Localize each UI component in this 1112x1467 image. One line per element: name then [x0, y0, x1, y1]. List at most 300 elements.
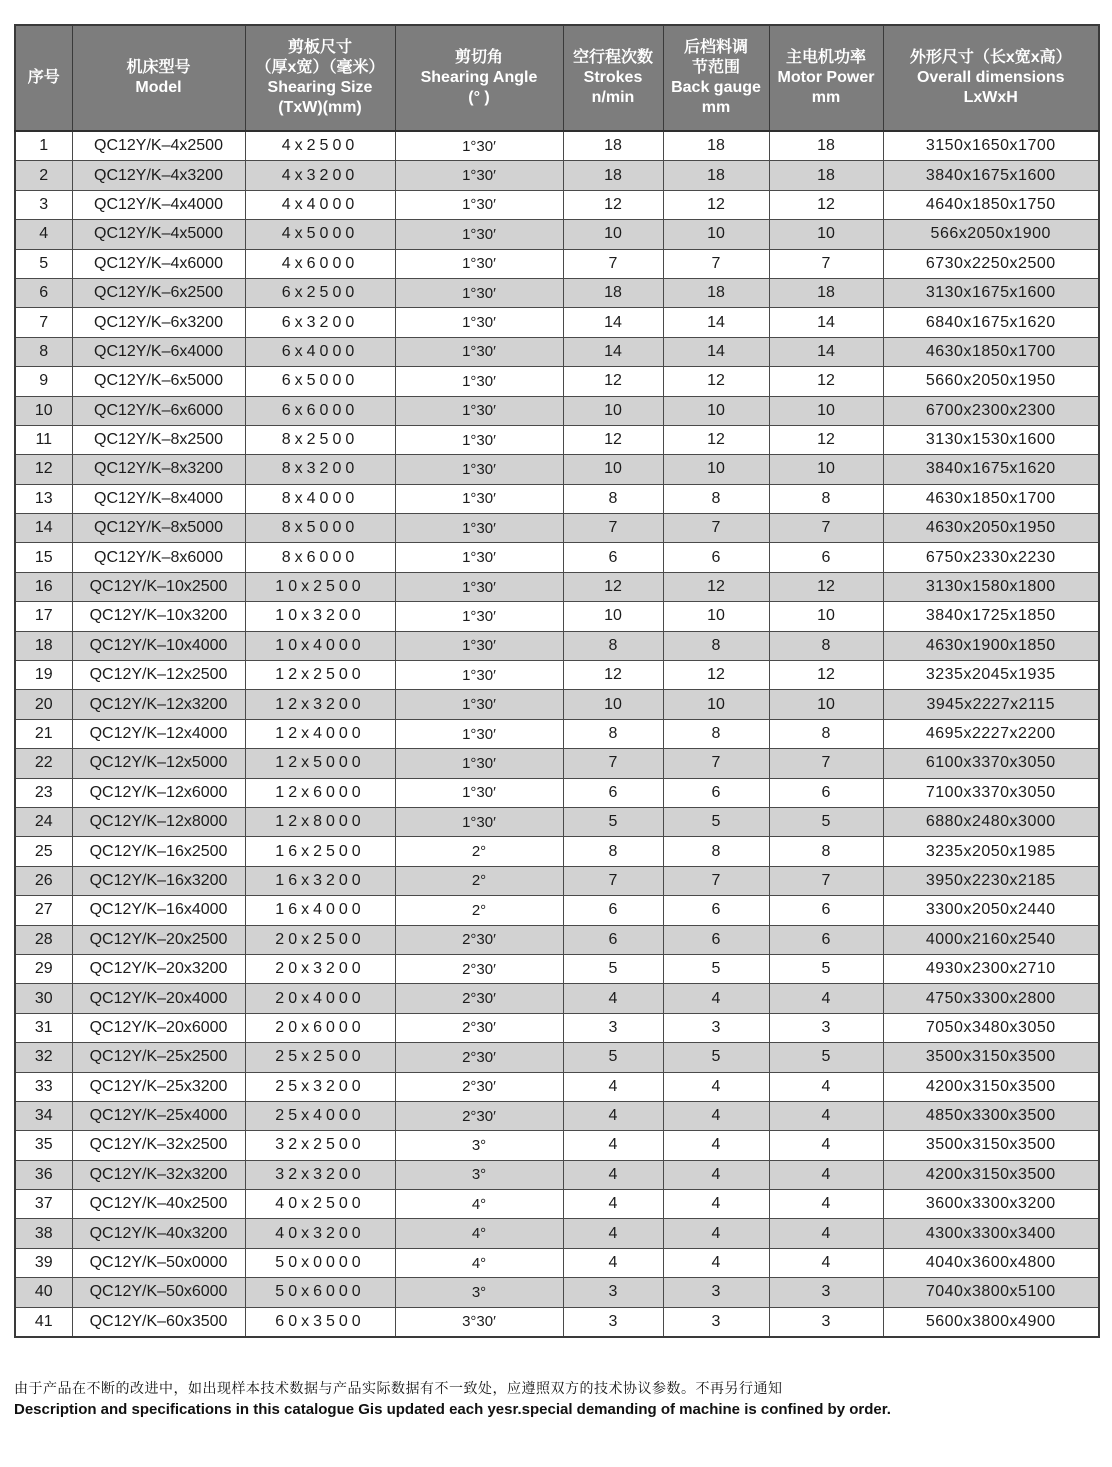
col-header-back-gauge: [663, 25, 769, 131]
size-cell: 4x5000: [245, 220, 395, 249]
model-cell: QC12Y/K–20x3200: [72, 954, 245, 983]
index-cell: 9: [15, 367, 72, 396]
motor-power-cell: 6: [769, 778, 883, 807]
motor-power-cell: 12: [769, 661, 883, 690]
angle-cell: 2°30′: [395, 984, 563, 1013]
header-line: 剪板尺寸: [287, 39, 352, 56]
dimensions-cell: 6100x3370x3050: [883, 749, 1099, 778]
dimensions-cell: 3235x2045x1935: [883, 661, 1099, 690]
motor-power-cell: 5: [769, 807, 883, 836]
index-cell: 34: [15, 1101, 72, 1130]
size-cell: 40x3200: [245, 1219, 395, 1248]
size-cell: 4x6000: [245, 249, 395, 278]
dimensions-cell: 4000x2160x2540: [883, 925, 1099, 954]
index-cell: 38: [15, 1219, 72, 1248]
dimensions-cell: 3300x2050x2440: [883, 896, 1099, 925]
motor-power-cell: 4: [769, 1190, 883, 1219]
index-cell: 14: [15, 514, 72, 543]
dimensions-cell: 6730x2250x2500: [883, 249, 1099, 278]
table-row: [15, 190, 1099, 219]
strokes-cell: 8: [563, 837, 663, 866]
table-row: [15, 1160, 1099, 1189]
dimensions-cell: 3130x1530x1600: [883, 425, 1099, 454]
table-row: [15, 161, 1099, 190]
angle-cell: 2°: [395, 896, 563, 925]
dimensions-cell: 4630x2050x1950: [883, 514, 1099, 543]
index-cell: 35: [15, 1131, 72, 1160]
index-cell: 33: [15, 1072, 72, 1101]
model-cell: QC12Y/K–25x4000: [72, 1101, 245, 1130]
angle-cell: 1°30′: [395, 161, 563, 190]
dimensions-cell: 3840x1725x1850: [883, 602, 1099, 631]
back-gauge-cell: 4: [663, 1160, 769, 1189]
model-cell: QC12Y/K–6x2500: [72, 278, 245, 307]
header-line: Overall dimensions: [916, 69, 1065, 86]
back-gauge-cell: 5: [663, 954, 769, 983]
table-row: [15, 455, 1099, 484]
angle-cell: 4°: [395, 1190, 563, 1219]
header-line: mm: [701, 99, 731, 116]
index-cell: 15: [15, 543, 72, 572]
back-gauge-cell: 4: [663, 1190, 769, 1219]
motor-power-cell: 10: [769, 455, 883, 484]
motor-power-cell: 14: [769, 308, 883, 337]
index-cell: 4: [15, 220, 72, 249]
strokes-cell: 5: [563, 954, 663, 983]
header-line: Motor Power: [777, 69, 875, 86]
size-cell: 12x5000: [245, 749, 395, 778]
strokes-cell: 12: [563, 190, 663, 219]
model-cell: QC12Y/K–50x6000: [72, 1278, 245, 1307]
back-gauge-cell: 10: [663, 396, 769, 425]
index-cell: 23: [15, 778, 72, 807]
index-cell: 39: [15, 1248, 72, 1277]
index-cell: 24: [15, 807, 72, 836]
size-cell: 20x3200: [245, 954, 395, 983]
index-cell: 1: [15, 131, 72, 161]
angle-cell: 1°30′: [395, 396, 563, 425]
motor-power-cell: 14: [769, 337, 883, 366]
angle-cell: 1°30′: [395, 543, 563, 572]
motor-power-cell: 5: [769, 1043, 883, 1072]
angle-cell: 2°30′: [395, 1043, 563, 1072]
dimensions-cell: 3500x3150x3500: [883, 1131, 1099, 1160]
size-cell: 6x5000: [245, 367, 395, 396]
angle-cell: 1°30′: [395, 631, 563, 660]
angle-cell: 1°30′: [395, 455, 563, 484]
col-header-index: [15, 25, 72, 131]
table-row: [15, 308, 1099, 337]
angle-cell: 3°30′: [395, 1307, 563, 1337]
index-cell: 22: [15, 749, 72, 778]
angle-cell: 1°30′: [395, 367, 563, 396]
angle-cell: 1°30′: [395, 425, 563, 454]
back-gauge-cell: 4: [663, 1131, 769, 1160]
size-cell: 60x3500: [245, 1307, 395, 1337]
model-cell: QC12Y/K–40x2500: [72, 1190, 245, 1219]
angle-cell: 1°30′: [395, 719, 563, 748]
dimensions-cell: 6700x2300x2300: [883, 396, 1099, 425]
strokes-cell: 8: [563, 719, 663, 748]
model-cell: QC12Y/K–8x2500: [72, 425, 245, 454]
strokes-cell: 7: [563, 866, 663, 895]
col-header-model: [72, 25, 245, 131]
motor-power-cell: 8: [769, 837, 883, 866]
back-gauge-cell: 10: [663, 455, 769, 484]
size-cell: 8x4000: [245, 484, 395, 513]
motor-power-cell: 8: [769, 631, 883, 660]
dimensions-cell: 4695x2227x2200: [883, 719, 1099, 748]
motor-power-cell: 4: [769, 1072, 883, 1101]
strokes-cell: 12: [563, 425, 663, 454]
table-row: [15, 866, 1099, 895]
table-row: [15, 131, 1099, 161]
header-line: (TxW)(mm): [278, 99, 362, 116]
table-row: [15, 661, 1099, 690]
index-cell: 27: [15, 896, 72, 925]
size-cell: 16x3200: [245, 866, 395, 895]
strokes-cell: 18: [563, 278, 663, 307]
size-cell: 8x6000: [245, 543, 395, 572]
model-cell: QC12Y/K–10x3200: [72, 602, 245, 631]
index-cell: 13: [15, 484, 72, 513]
angle-cell: 2°30′: [395, 925, 563, 954]
strokes-cell: 6: [563, 778, 663, 807]
model-cell: QC12Y/K–16x2500: [72, 837, 245, 866]
index-cell: 20: [15, 690, 72, 719]
angle-cell: 2°: [395, 837, 563, 866]
col-header-strokes: [563, 25, 663, 131]
size-cell: 20x6000: [245, 1013, 395, 1042]
angle-cell: 1°30′: [395, 514, 563, 543]
strokes-cell: 10: [563, 455, 663, 484]
back-gauge-cell: 18: [663, 278, 769, 307]
header-line: Shearing Size: [267, 79, 373, 96]
dimensions-cell: 3840x1675x1620: [883, 455, 1099, 484]
header-line: 剪切角: [454, 49, 503, 66]
model-cell: QC12Y/K–8x4000: [72, 484, 245, 513]
motor-power-cell: 4: [769, 1160, 883, 1189]
angle-cell: 1°30′: [395, 131, 563, 161]
angle-cell: 1°30′: [395, 484, 563, 513]
table-row: [15, 984, 1099, 1013]
angle-cell: 2°30′: [395, 954, 563, 983]
strokes-cell: 4: [563, 1131, 663, 1160]
back-gauge-cell: 4: [663, 1219, 769, 1248]
dimensions-cell: 6750x2330x2230: [883, 543, 1099, 572]
angle-cell: 4°: [395, 1219, 563, 1248]
table-row: [15, 1043, 1099, 1072]
table-row: [15, 278, 1099, 307]
footer-note-chinese: 由于产品在不断的改进中，如出现样本技术数据与产品实际数据有不一致处，应遵照双方的技术协议参数。不再另行通知: [14, 1380, 783, 1396]
size-cell: 25x3200: [245, 1072, 395, 1101]
back-gauge-cell: 12: [663, 190, 769, 219]
dimensions-cell: 3235x2050x1985: [883, 837, 1099, 866]
back-gauge-cell: 12: [663, 425, 769, 454]
dimensions-cell: 3500x3150x3500: [883, 1043, 1099, 1072]
strokes-cell: 6: [563, 543, 663, 572]
motor-power-cell: 8: [769, 719, 883, 748]
back-gauge-cell: 6: [663, 896, 769, 925]
motor-power-cell: 4: [769, 984, 883, 1013]
size-cell: 8x2500: [245, 425, 395, 454]
angle-cell: 1°30′: [395, 278, 563, 307]
model-cell: QC12Y/K–8x5000: [72, 514, 245, 543]
table-row: [15, 719, 1099, 748]
back-gauge-cell: 18: [663, 131, 769, 161]
back-gauge-cell: 14: [663, 308, 769, 337]
motor-power-cell: 4: [769, 1219, 883, 1248]
spec-table-body: [15, 131, 1099, 1337]
motor-power-cell: 8: [769, 484, 883, 513]
table-row: [15, 631, 1099, 660]
angle-cell: 1°30′: [395, 190, 563, 219]
strokes-cell: 4: [563, 984, 663, 1013]
index-cell: 21: [15, 719, 72, 748]
back-gauge-cell: 7: [663, 866, 769, 895]
model-cell: QC12Y/K–20x2500: [72, 925, 245, 954]
back-gauge-cell: 8: [663, 631, 769, 660]
back-gauge-cell: 3: [663, 1013, 769, 1042]
angle-cell: 3°: [395, 1278, 563, 1307]
model-cell: QC12Y/K–32x3200: [72, 1160, 245, 1189]
size-cell: 4x4000: [245, 190, 395, 219]
header-line: 机床型号: [126, 59, 191, 76]
motor-power-cell: 3: [769, 1307, 883, 1337]
strokes-cell: 14: [563, 308, 663, 337]
back-gauge-cell: 7: [663, 749, 769, 778]
index-cell: 37: [15, 1190, 72, 1219]
table-row: [15, 1307, 1099, 1337]
size-cell: 32x3200: [245, 1160, 395, 1189]
strokes-cell: 18: [563, 161, 663, 190]
dimensions-cell: 3150x1650x1700: [883, 131, 1099, 161]
size-cell: 50x0000: [245, 1248, 395, 1277]
model-cell: QC12Y/K–8x3200: [72, 455, 245, 484]
strokes-cell: 6: [563, 925, 663, 954]
size-cell: 12x8000: [245, 807, 395, 836]
motor-power-cell: 10: [769, 220, 883, 249]
index-cell: 36: [15, 1160, 72, 1189]
angle-cell: 3°: [395, 1131, 563, 1160]
index-cell: 16: [15, 572, 72, 601]
index-cell: 28: [15, 925, 72, 954]
table-row: [15, 337, 1099, 366]
table-row: [15, 749, 1099, 778]
dimensions-cell: 566x2050x1900: [883, 220, 1099, 249]
angle-cell: 1°30′: [395, 249, 563, 278]
index-cell: 3: [15, 190, 72, 219]
dimensions-cell: 3130x1580x1800: [883, 572, 1099, 601]
back-gauge-cell: 12: [663, 661, 769, 690]
motor-power-cell: 12: [769, 425, 883, 454]
strokes-cell: 4: [563, 1219, 663, 1248]
spec-table-header: [15, 25, 1099, 131]
motor-power-cell: 18: [769, 161, 883, 190]
col-header-angle: [395, 25, 563, 131]
col-header-motor-power: [769, 25, 883, 131]
angle-cell: 2°: [395, 866, 563, 895]
angle-cell: 3°: [395, 1160, 563, 1189]
index-cell: 2: [15, 161, 72, 190]
angle-cell: 1°30′: [395, 602, 563, 631]
size-cell: 40x2500: [245, 1190, 395, 1219]
table-row: [15, 837, 1099, 866]
angle-cell: 1°30′: [395, 778, 563, 807]
index-cell: 8: [15, 337, 72, 366]
angle-cell: 2°30′: [395, 1101, 563, 1130]
header-line: LxWxH: [963, 89, 1018, 106]
strokes-cell: 3: [563, 1013, 663, 1042]
back-gauge-cell: 5: [663, 807, 769, 836]
motor-power-cell: 12: [769, 367, 883, 396]
model-cell: QC12Y/K–12x3200: [72, 690, 245, 719]
dimensions-cell: 3130x1675x1600: [883, 278, 1099, 307]
header-line: Shearing Angle: [420, 69, 538, 86]
size-cell: 10x4000: [245, 631, 395, 660]
strokes-cell: 10: [563, 396, 663, 425]
header-line: 主电机功率: [785, 49, 866, 66]
strokes-cell: 5: [563, 1043, 663, 1072]
col-header-dimensions: [883, 25, 1099, 131]
size-cell: 12x6000: [245, 778, 395, 807]
table-row: [15, 1278, 1099, 1307]
size-cell: 8x3200: [245, 455, 395, 484]
angle-cell: 1°30′: [395, 749, 563, 778]
table-row: [15, 543, 1099, 572]
back-gauge-cell: 4: [663, 1101, 769, 1130]
back-gauge-cell: 3: [663, 1307, 769, 1337]
size-cell: 4x3200: [245, 161, 395, 190]
back-gauge-cell: 12: [663, 367, 769, 396]
size-cell: 6x3200: [245, 308, 395, 337]
strokes-cell: 3: [563, 1307, 663, 1337]
motor-power-cell: 18: [769, 278, 883, 307]
header-line: mm: [811, 89, 841, 106]
back-gauge-cell: 6: [663, 778, 769, 807]
motor-power-cell: 4: [769, 1248, 883, 1277]
size-cell: 12x4000: [245, 719, 395, 748]
motor-power-cell: 4: [769, 1131, 883, 1160]
model-cell: QC12Y/K–16x3200: [72, 866, 245, 895]
size-cell: 12x3200: [245, 690, 395, 719]
back-gauge-cell: 4: [663, 1248, 769, 1277]
table-row: [15, 425, 1099, 454]
header-line: n/min: [591, 89, 635, 106]
table-row: [15, 925, 1099, 954]
back-gauge-cell: 6: [663, 543, 769, 572]
dimensions-cell: 4630x1850x1700: [883, 337, 1099, 366]
strokes-cell: 8: [563, 631, 663, 660]
model-cell: QC12Y/K–4x3200: [72, 161, 245, 190]
back-gauge-cell: 10: [663, 220, 769, 249]
index-cell: 7: [15, 308, 72, 337]
dimensions-cell: 7100x3370x3050: [883, 778, 1099, 807]
size-cell: 10x2500: [245, 572, 395, 601]
back-gauge-cell: 7: [663, 514, 769, 543]
size-cell: 25x4000: [245, 1101, 395, 1130]
strokes-cell: 12: [563, 367, 663, 396]
model-cell: QC12Y/K–4x6000: [72, 249, 245, 278]
index-cell: 32: [15, 1043, 72, 1072]
motor-power-cell: 10: [769, 602, 883, 631]
model-cell: QC12Y/K–20x6000: [72, 1013, 245, 1042]
motor-power-cell: 3: [769, 1278, 883, 1307]
motor-power-cell: 6: [769, 896, 883, 925]
strokes-cell: 6: [563, 896, 663, 925]
index-cell: 26: [15, 866, 72, 895]
model-cell: QC12Y/K–25x3200: [72, 1072, 245, 1101]
model-cell: QC12Y/K–10x4000: [72, 631, 245, 660]
dimensions-cell: 4040x3600x4800: [883, 1248, 1099, 1277]
header-line: Strokes: [583, 69, 643, 86]
back-gauge-cell: 10: [663, 690, 769, 719]
back-gauge-cell: 6: [663, 925, 769, 954]
model-cell: QC12Y/K–12x8000: [72, 807, 245, 836]
header-line: 外形尺寸（长x宽x高）: [909, 49, 1072, 66]
back-gauge-cell: 4: [663, 1072, 769, 1101]
header-line: Model: [135, 79, 182, 96]
model-cell: QC12Y/K–60x3500: [72, 1307, 245, 1337]
model-cell: QC12Y/K–10x2500: [72, 572, 245, 601]
header-line: 节范围: [691, 59, 740, 76]
table-row: [15, 1219, 1099, 1248]
index-cell: 11: [15, 425, 72, 454]
model-cell: QC12Y/K–6x3200: [72, 308, 245, 337]
size-cell: 16x4000: [245, 896, 395, 925]
dimensions-cell: 3945x2227x2115: [883, 690, 1099, 719]
size-cell: 6x2500: [245, 278, 395, 307]
angle-cell: 1°30′: [395, 690, 563, 719]
model-cell: QC12Y/K–20x4000: [72, 984, 245, 1013]
back-gauge-cell: 8: [663, 837, 769, 866]
index-cell: 25: [15, 837, 72, 866]
strokes-cell: 7: [563, 249, 663, 278]
model-cell: QC12Y/K–25x2500: [72, 1043, 245, 1072]
model-cell: QC12Y/K–12x4000: [72, 719, 245, 748]
size-cell: 12x2500: [245, 661, 395, 690]
table-row: [15, 396, 1099, 425]
dimensions-cell: 4630x1850x1700: [883, 484, 1099, 513]
motor-power-cell: 12: [769, 190, 883, 219]
dimensions-cell: 4200x3150x3500: [883, 1072, 1099, 1101]
header-line: 后档料调: [683, 39, 748, 56]
table-row: [15, 690, 1099, 719]
strokes-cell: 4: [563, 1190, 663, 1219]
col-header-size: [245, 25, 395, 131]
dimensions-cell: 3600x3300x3200: [883, 1190, 1099, 1219]
model-cell: QC12Y/K–4x4000: [72, 190, 245, 219]
header-line: Back gauge: [671, 79, 761, 96]
model-cell: QC12Y/K–6x4000: [72, 337, 245, 366]
size-cell: 20x4000: [245, 984, 395, 1013]
index-cell: 18: [15, 631, 72, 660]
table-row: [15, 954, 1099, 983]
back-gauge-cell: 14: [663, 337, 769, 366]
dimensions-cell: 4930x2300x2710: [883, 954, 1099, 983]
table-row: [15, 1131, 1099, 1160]
motor-power-cell: 7: [769, 866, 883, 895]
index-cell: 10: [15, 396, 72, 425]
angle-cell: 1°30′: [395, 337, 563, 366]
header-row: [15, 25, 1099, 131]
index-cell: 5: [15, 249, 72, 278]
size-cell: 16x2500: [245, 837, 395, 866]
strokes-cell: 7: [563, 749, 663, 778]
angle-cell: 1°30′: [395, 572, 563, 601]
dimensions-cell: 3950x2230x2185: [883, 866, 1099, 895]
index-cell: 30: [15, 984, 72, 1013]
